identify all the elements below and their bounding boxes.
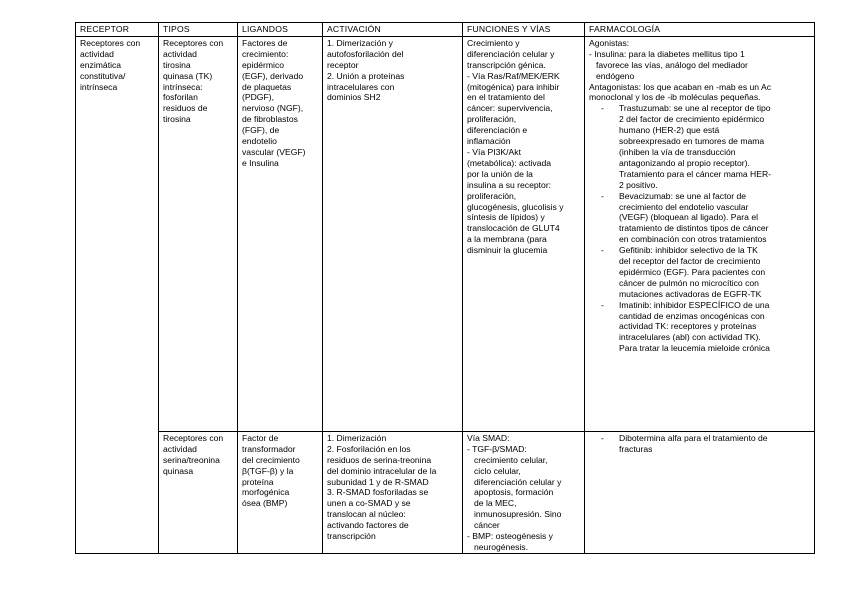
cell-activacion	[323, 431, 463, 553]
cell-tipos	[159, 36, 238, 431]
text-line: transcripción	[327, 531, 376, 542]
text-line: insulina a su receptor:	[467, 179, 552, 190]
text-line: actividad	[80, 48, 114, 59]
text-line: neurogénesis.	[474, 541, 528, 552]
text-line: proteína	[242, 476, 274, 487]
list-item	[601, 245, 810, 300]
text-line: subunidad 1 y de R-SMAD	[327, 476, 429, 487]
text-line: fracturas	[619, 443, 653, 454]
text-line: epidérmico	[242, 59, 285, 70]
text-line: inflamación	[467, 136, 511, 147]
text-line: Antagonistas: los que acaban en -mab es un Ac	[589, 81, 772, 92]
text-line: Crecimiento y	[467, 37, 520, 48]
list-item	[601, 191, 810, 246]
cell-funciones	[463, 36, 585, 431]
text-line: intracelulares (abl) con actividad TK).	[619, 332, 761, 343]
text-line: fosforilan	[163, 92, 198, 103]
cell-receptor	[76, 36, 159, 553]
text-line: translocan al núcleo:	[327, 509, 406, 520]
list-item	[601, 433, 810, 455]
bullet-dash: -	[601, 190, 604, 201]
text-line: de la MEC,	[474, 498, 517, 509]
text-line: crecimiento del endotelio vascular	[619, 201, 749, 212]
text-line: (metabólica): activada	[467, 157, 552, 168]
text-line: cáncer	[474, 520, 500, 531]
text-line: mutaciones activadoras de EGFR-TK	[619, 288, 762, 299]
text-line: (mitogénica) para inhibir	[467, 81, 560, 92]
text-line: tirosina	[163, 59, 191, 70]
text-line: sobreexpresado en tumores de mama	[619, 136, 765, 147]
text-line: Factores de	[242, 37, 288, 48]
table-row	[76, 36, 815, 431]
text-line: Para tratar la leucemia mieloide crónica	[619, 343, 770, 354]
header-activacion: ACTIVACIÓN	[323, 23, 463, 37]
text-line: Agonistas:	[589, 37, 630, 48]
header-ligandos: LIGANDOS	[238, 23, 323, 37]
text-line: diferenciación e	[467, 125, 528, 136]
cell-funciones	[463, 431, 585, 553]
text-line: antagonizando al propio receptor).	[619, 157, 750, 168]
text-line: residuos de serina-treonina	[327, 454, 432, 465]
text-line: intrínseca	[80, 81, 118, 92]
text-line: actividad	[163, 443, 197, 454]
cell-farmacologia	[585, 431, 815, 553]
header-row	[76, 23, 815, 37]
text-line: - Vía Ras/Raf/MEK/ERK	[467, 70, 560, 81]
bullet-dash: -	[601, 432, 604, 443]
text-line: Factor de	[242, 432, 279, 443]
header-farmacologia: FARMACOLOGÍA	[585, 23, 815, 37]
text-line: glucogénesis, glucolisis y	[467, 201, 564, 212]
text-line: enzimática	[80, 59, 122, 70]
text-line: por la unión de la	[467, 168, 533, 179]
text-line: en el tratamiento del	[467, 92, 545, 103]
list-item	[601, 103, 810, 190]
text-line: Receptores con	[80, 37, 141, 48]
text-line: - BMP: osteogénesis y	[467, 531, 553, 542]
text-line: apoptosis, formación	[474, 487, 554, 498]
text-line: activando factores de	[327, 520, 409, 531]
text-line: autofosforilación del	[327, 48, 404, 59]
text-line: Tratamiento para el cáncer mama HER-	[619, 168, 772, 179]
text-line: 2 positivo.	[619, 179, 658, 190]
text-line: - Insulina: para la diabetes mellitus tipo 1	[589, 48, 745, 59]
text-line: actividad TK: receptores y proteínas	[619, 321, 757, 332]
bullet-dash: -	[601, 299, 604, 310]
text-line: - Vía PI3K/Akt	[467, 146, 521, 157]
text-line: intracelulares con	[327, 81, 395, 92]
text-line: Vía SMAD:	[467, 432, 510, 443]
text-line: proliferación,	[467, 114, 517, 125]
text-line: endotelio	[242, 136, 277, 147]
cell-ligandos	[238, 36, 323, 431]
text-line: Receptores con	[163, 432, 224, 443]
text-line: disminuir la glucemia	[467, 245, 548, 256]
text-line: diferenciación celular y	[467, 48, 555, 59]
text-line: del receptor del factor de crecimiento	[619, 256, 761, 267]
text-line: tratamiento de distintos tipos de cáncer	[619, 223, 769, 234]
text-line: β(TGF-β) y la	[242, 465, 294, 476]
text-line: (FGF), de	[242, 125, 280, 136]
text-line: quinasa (TK)	[163, 70, 213, 81]
text-line: e Insulina	[242, 157, 279, 168]
header-tipos: TIPOS	[159, 23, 238, 37]
text-line: transformador	[242, 443, 296, 454]
text-line: 2 del factor de crecimiento epidérmico	[619, 114, 765, 125]
list-item	[601, 300, 810, 355]
text-line: 3. R-SMAD fosforiladas se	[327, 487, 429, 498]
text-line: endógeno	[596, 70, 635, 81]
text-line: vascular (VEGF)	[242, 146, 306, 157]
text-line: inmunosupresión. Sino	[474, 509, 562, 520]
header-funciones: FUNCIONES Y VÍAS	[463, 23, 585, 37]
text-line: 2. Fosforilación en los	[327, 443, 411, 454]
text-line: 1. Dimerización	[327, 432, 387, 443]
text-line: proliferación,	[467, 190, 517, 201]
text-line: - TGF-β/SMAD:	[467, 443, 527, 454]
header-receptor: RECEPTOR	[76, 23, 159, 37]
cell-ligandos	[238, 431, 323, 553]
text-line: síntesis de lípidos) y	[467, 212, 545, 223]
text-line: Bevacizumab: se une al factor de	[619, 190, 747, 201]
text-line: del dominio intracelular de la	[327, 465, 437, 476]
text-line: translocación de GLUT4	[467, 223, 560, 234]
text-line: humano (HER-2) que está	[619, 125, 720, 136]
text-line: 2. Unión a proteínas	[327, 70, 405, 81]
text-line: nervioso (NGF),	[242, 103, 304, 114]
text-line: receptor	[327, 59, 359, 70]
bullet-dash: -	[601, 245, 604, 256]
text-line: Dibotermina alfa para el tratamiento de	[619, 432, 768, 443]
text-line: transcripción génica.	[467, 59, 546, 70]
pharmacology-table	[75, 22, 815, 554]
text-line: (EGF), derivado	[242, 70, 304, 81]
text-line: residuos de	[163, 103, 208, 114]
text-line: epidérmico (EGF). Para pacientes con	[619, 266, 766, 277]
text-line: crecimiento:	[242, 48, 289, 59]
text-line: morfogénica	[242, 487, 290, 498]
text-line: ósea (BMP)	[242, 498, 288, 509]
text-line: Trastuzumab: se une al receptor de tipo	[619, 103, 771, 114]
text-line: quinasa	[163, 465, 194, 476]
text-line: (PDGF),	[242, 92, 274, 103]
text-line: constitutiva/	[80, 70, 126, 81]
text-line: monoclonal y los de -ib moléculas pequeñas.	[589, 92, 761, 103]
text-line: actividad	[163, 48, 197, 59]
text-line: de fibroblastos	[242, 114, 298, 125]
cell-tipos	[159, 431, 238, 553]
table-row	[76, 431, 815, 553]
text-line: unen a co-SMAD y se	[327, 498, 411, 509]
bullet-dash: -	[601, 103, 604, 114]
text-line: (inhiben la vía de transducción	[619, 146, 736, 157]
text-line: a la membrana (para	[467, 234, 547, 245]
text-line: Receptores con	[163, 37, 224, 48]
text-line: cáncer: supervivencia,	[467, 103, 553, 114]
text-line: favorece las vías, análogo del mediador	[596, 59, 748, 70]
cell-farmacologia	[585, 36, 815, 431]
text-line: de plaquetas	[242, 81, 292, 92]
text-line: cáncer de pulmón no microcítico con	[619, 277, 759, 288]
text-line: ciclo celular,	[474, 465, 521, 476]
text-line: dominios SH2	[327, 92, 381, 103]
text-line: crecimiento celular,	[474, 454, 548, 465]
text-line: serina/treonina	[163, 454, 220, 465]
text-line: del crecimiento	[242, 454, 300, 465]
text-line: intrínseca:	[163, 81, 203, 92]
text-line: tirosina	[163, 114, 191, 125]
text-line: diferenciación celular y	[474, 476, 562, 487]
cell-activacion	[323, 36, 463, 431]
text-line: Gefitinib: inhibidor selectivo de la TK	[619, 245, 758, 256]
text-line: cantidad de enzimas oncogénicas con	[619, 310, 765, 321]
text-line: 1. Dimerización y	[327, 37, 393, 48]
text-line: Imatinib: inhibidor ESPECÍFICO de una	[619, 299, 770, 310]
text-line: (VEGF) (bloquean al ligado). Para el	[619, 212, 759, 223]
text-line: en combinación con otros tratamientos	[619, 234, 767, 245]
